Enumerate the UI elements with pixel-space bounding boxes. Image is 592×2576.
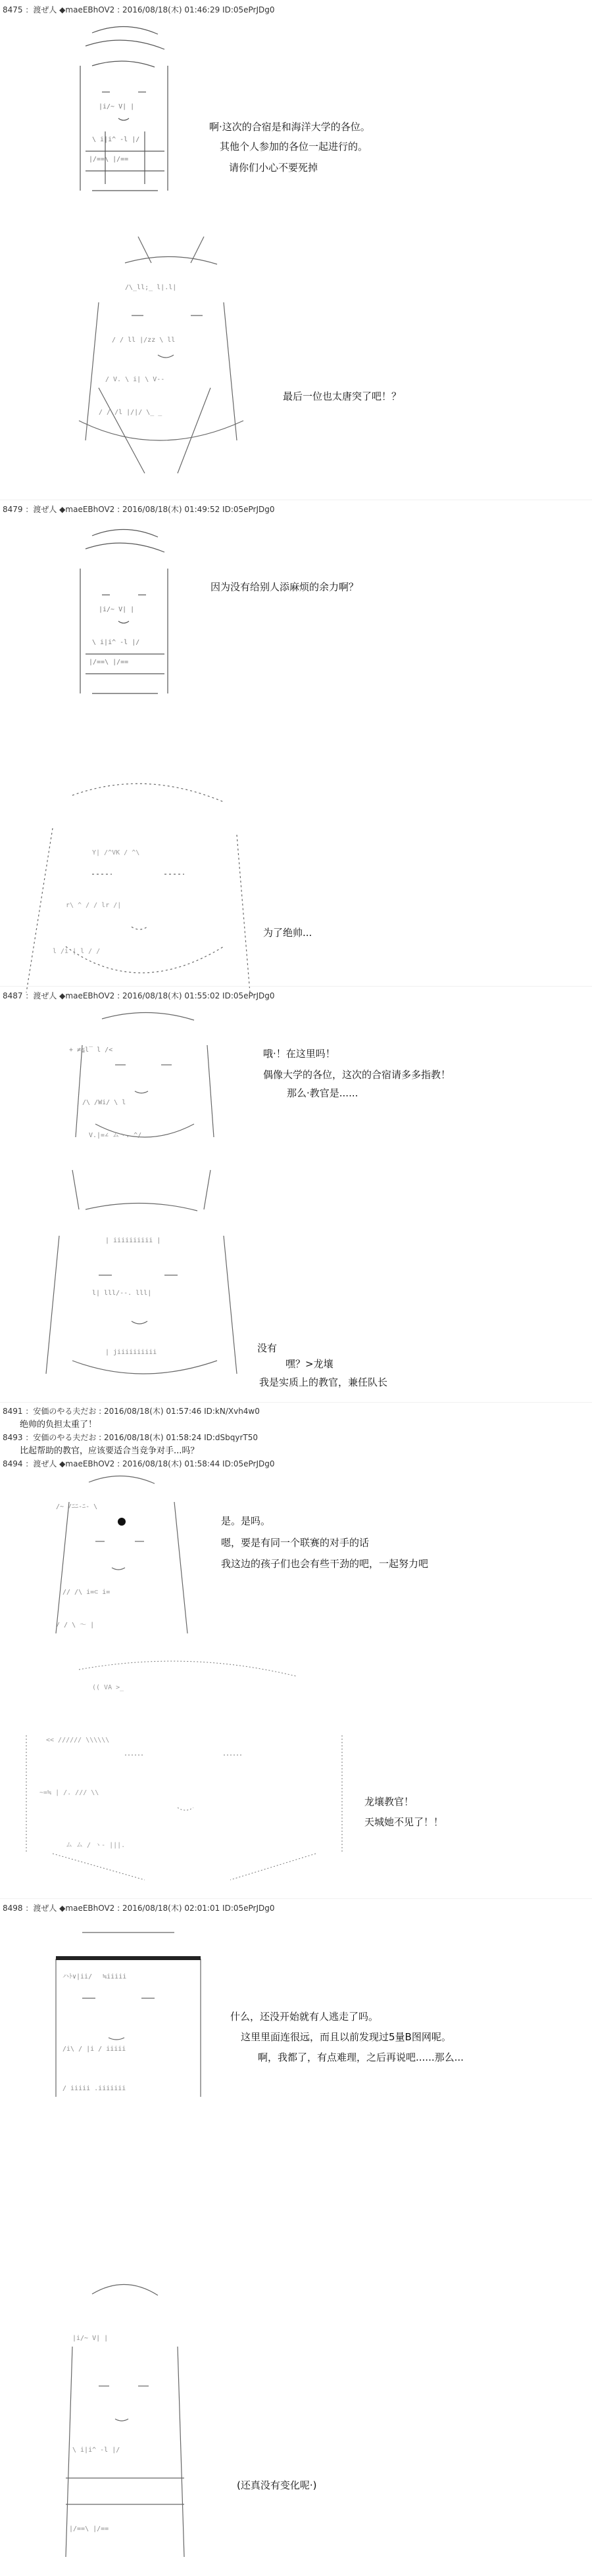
post-header: 8498 ：渡ぜ人 ◆maeEBhOV2 : 2016/08/18(木) 02:01:01 ID:05ePrJDg0 [3, 1904, 275, 1913]
dialogue-line: 其他个人参加的各位一起进行的。 [220, 141, 368, 152]
ascii-art-drawing [59, 223, 257, 486]
post-divider [0, 986, 592, 987]
dialogue-line: 请你们小心不要死掉 [229, 162, 318, 174]
svg-text:// /\ i=⊂ i=: // /\ i=⊂ i= [62, 1589, 111, 1596]
ascii-art-character [46, 2268, 204, 2573]
svg-text:|/==\ |/==: |/==\ |/== [89, 659, 129, 666]
post-header: 8494 ：渡ぜ人 ◆maeEBhOV2 : 2016/08/18(木) 01:58:44 ID:05ePrJDg0 [3, 1459, 275, 1468]
comment-line: 绝帅的负担太重了！ [20, 1420, 97, 1430]
svg-text:|/==\ |/==: |/==\ |/== [69, 2525, 109, 2533]
dialogue-line: 啊，我都了，有点难理，之后再说吧......那么... [258, 2051, 464, 2063]
svg-text:<< ////// \\\\\\: << ////// \\\\\\ [46, 1737, 110, 1744]
svg-text:/i\ / |i / iiiii: /i\ / |i / iiiii [62, 2046, 126, 2053]
dialogue-line: 嗯，要是有同一个联赛的对手的话 [221, 1537, 370, 1549]
ascii-art-character [66, 20, 181, 214]
svg-text:\ i|i^ -l |/: \ i|i^ -l |/ [92, 136, 140, 143]
svg-text:\ i|i^ -l |/: \ i|i^ -l |/ [72, 2447, 120, 2454]
svg-text:/ / \ ～ |: / / \ ～ | [56, 1622, 95, 1629]
svg-text:+ ≠≦l‾ l /<: + ≠≦l‾ l /< [69, 1046, 113, 1054]
dialogue-line: 嘿？>龙壤 [285, 1358, 333, 1370]
post-divider [0, 1898, 592, 1899]
svg-text:ム ム / ヽ- |||.: ム ム / ヽ- |||. [66, 1842, 126, 1849]
ascii-art-drawing [13, 776, 263, 1009]
svg-text:/~ /ﾆﾆ-ﾆ- \: /~ /ﾆﾆ-ﾆ- \ [56, 1503, 98, 1510]
svg-text:l /i | l / /: l /i | l / / [53, 948, 101, 955]
dialogue-line: 啊·这次的合宿是和海洋大学的各位。 [209, 121, 370, 133]
ascii-art-drawing [43, 1919, 214, 2110]
dialogue-line: 偶像大学的各位，这次的合宿请多多指教！ [263, 1069, 451, 1081]
svg-text:/\_ll;_ l|.l|: /\_ll;_ l|.l| [125, 284, 177, 291]
dialogue-line: 哦·！在这里吗！ [263, 1048, 335, 1060]
dialogue-line: 最后一位也太唐突了吧！？ [283, 390, 402, 402]
ascii-art-drawing [13, 1656, 362, 1893]
svg-text:~=≒ | /. /// \\: ~=≒ | /. /// \\ [39, 1789, 99, 1796]
ascii-art-character [66, 523, 181, 713]
dialogue-line: (还真没有变化呢·) [237, 2479, 317, 2491]
dialogue-line: 龙壤教官！ [364, 1796, 414, 1808]
svg-text:/\ /Wi/ \ l: /\ /Wi/ \ l [82, 1099, 126, 1106]
svg-text:|i/~ V| |: |i/~ V| | [99, 103, 135, 110]
svg-text:| jiiiiiiiiii: | jiiiiiiiiii [105, 1349, 157, 1356]
comment-line: 比起帮助的教官，应该要适合当竞争对手...吗？ [20, 1446, 199, 1456]
svg-text:|i/~ V| |: |i/~ V| | [99, 606, 135, 613]
svg-text:ハﾄ∨|ii/ ≒iiiii: ハﾄ∨|ii/ ≒iiiii [62, 1973, 127, 1980]
ascii-art-character [43, 1469, 201, 1647]
dialogue-line: 为了绝帅... [263, 927, 312, 939]
svg-text:(( VA >_: (( VA >_ [92, 1684, 124, 1691]
ascii-art-drawing [46, 2268, 204, 2573]
dialogue-line: 什么，还没开始就有人逃走了吗。 [230, 2011, 379, 2023]
post-header: 8493 ：安価のやる夫だお : 2016/08/18(木) 01:58:24 ID:dSbqyrT50 [3, 1433, 259, 1442]
svg-text:|/==\ |/==: |/==\ |/== [89, 156, 129, 163]
ascii-art-drawing [66, 20, 181, 214]
ascii-art-drawing [43, 1469, 201, 1647]
post-header: 8487 ：渡ぜ人 ◆maeEBhOV2 : 2016/08/18(木) 01:55:02 ID:05ePrJDg0 [3, 991, 275, 1000]
svg-text:/ iiiii .iiiiiii: / iiiii .iiiiiii [62, 2085, 126, 2092]
dialogue-line: 天城她不见了！！ [364, 1816, 444, 1828]
ascii-art-drawing [33, 1163, 250, 1393]
dialogue-line: 是。是吗。 [221, 1515, 271, 1527]
post-divider [0, 1402, 592, 1403]
post-header: 8479 ：渡ぜ人 ◆maeEBhOV2 : 2016/08/18(木) 01:49:52 ID:05ePrJDg0 [3, 505, 275, 514]
dialogue-line: 我这边的孩子们也会有些干劲的吧，一起努力吧 [221, 1558, 429, 1570]
ascii-art-character [59, 223, 257, 486]
ascii-art-drawing [66, 523, 181, 713]
dialogue-line: 那么·教官是...... [287, 1087, 358, 1099]
svg-text:\ i|i^ -l |/: \ i|i^ -l |/ [92, 639, 140, 646]
ascii-art-drawing [56, 1006, 234, 1154]
ascii-art-character [56, 1006, 234, 1154]
svg-text:|i/~ V| |: |i/~ V| | [72, 2335, 109, 2342]
post-header: 8491 ：安価のやる夫だお : 2016/08/18(木) 01:57:46 ID:kN/Xvh4w0 [3, 1407, 260, 1416]
svg-text:r\ ^ / / lr /|: r\ ^ / / lr /| [66, 902, 122, 909]
svg-text:V.|=∠ ムヽ. ^/: V.|=∠ ムヽ. ^/ [89, 1132, 142, 1139]
svg-text:| iiiiiiiiii |: | iiiiiiiiii | [105, 1237, 161, 1244]
ascii-art-character [43, 1919, 214, 2110]
post-header: 8475 ：渡ぜ人 ◆maeEBhOV2 : 2016/08/18(木) 01:46:29 ID:05ePrJDg0 [3, 5, 275, 14]
svg-text:/ / /l |/|/ \_ _: / / /l |/|/ \_ _ [99, 409, 162, 416]
svg-text:l| lll/--. lll|: l| lll/--. lll| [92, 1290, 152, 1297]
dialogue-line: 没有 [257, 1342, 278, 1354]
svg-text:/ / ll |/zz \ ll: / / ll |/zz \ ll [112, 337, 176, 344]
dialogue-line: 这里里面连很远，而且以前发现过5量B图网呢。 [241, 2031, 451, 2043]
ascii-art-character [13, 1656, 362, 1893]
dialogue-line: 我是实质上的教官，兼任队长 [259, 1376, 388, 1388]
svg-text:/ V. \ i| \ V--: / V. \ i| \ V-- [105, 376, 165, 383]
ascii-art-character [13, 776, 263, 1009]
dialogue-line: 因为没有给别人添麻烦的余力啊？ [210, 581, 359, 593]
svg-text:Y| /^VK / ^\: Y| /^VK / ^\ [92, 849, 140, 856]
ascii-art-character [33, 1163, 250, 1393]
